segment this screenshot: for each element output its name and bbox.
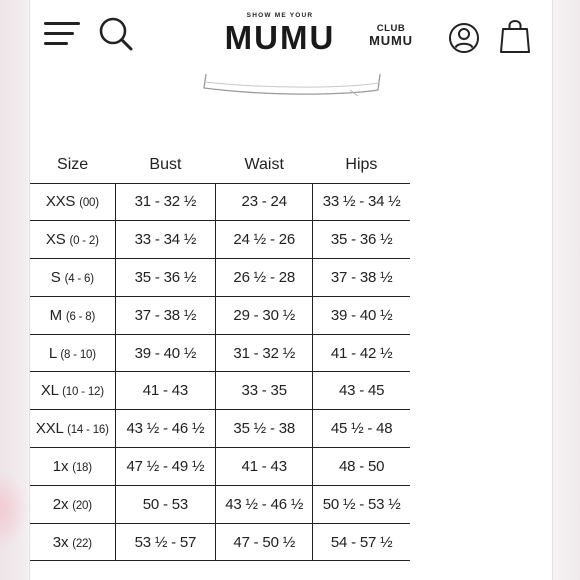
size-cell <box>30 296 115 334</box>
table-row <box>30 221 410 259</box>
background-blur <box>0 470 28 550</box>
size-label: L <box>48 344 57 362</box>
size-label: 1x <box>52 457 69 475</box>
size-cell <box>30 259 115 297</box>
waist-cell: 23 - 24 <box>216 183 313 221</box>
hips-cell: 43 - 45 <box>313 372 410 410</box>
size-cell <box>30 334 115 372</box>
size-chart-header-row <box>30 147 410 183</box>
size-cell <box>30 221 115 259</box>
size-numeric-range: (18) <box>72 461 92 474</box>
table-row <box>30 259 410 297</box>
hips-cell: 41 - 42 ½ <box>313 334 410 372</box>
size-label: XXL <box>35 420 64 438</box>
account-icon[interactable] <box>448 22 480 54</box>
table-row <box>30 410 410 448</box>
page <box>29 0 553 580</box>
bust-cell: 37 - 38 ½ <box>115 296 215 334</box>
bust-cell: 53 ½ - 57 <box>115 523 215 561</box>
size-numeric-range: (00) <box>79 197 99 210</box>
size-label: XL <box>40 382 59 400</box>
hips-cell: 39 - 40 ½ <box>313 296 410 334</box>
hips-cell: 35 - 36 ½ <box>313 221 410 259</box>
hips-cell: 33 ½ - 34 ½ <box>313 183 410 221</box>
menu-line <box>44 42 68 45</box>
hips-cell: 48 - 50 <box>313 448 410 486</box>
club-label-bottom: MUMU <box>369 33 413 48</box>
bust-cell: 47 ½ - 49 ½ <box>115 448 215 486</box>
bust-cell: 39 - 40 ½ <box>115 334 215 372</box>
size-label: 2x <box>52 495 69 513</box>
header-size: Size <box>57 155 89 173</box>
bust-cell: 33 - 34 ½ <box>115 221 215 259</box>
hips-cell: 54 - 57 ½ <box>313 523 410 561</box>
waist-cell: 26 ½ - 28 <box>216 259 313 297</box>
table-row <box>30 372 410 410</box>
size-label: XXS <box>45 193 76 211</box>
waist-cell: 31 - 32 ½ <box>216 334 313 372</box>
garment-illustration <box>200 74 390 100</box>
size-cell <box>30 372 115 410</box>
waist-cell: 47 - 50 ½ <box>216 523 313 561</box>
club-label-top: CLUB <box>376 23 406 34</box>
brand-logo[interactable] <box>210 12 350 55</box>
table-row <box>30 448 410 486</box>
menu-icon[interactable] <box>44 20 84 50</box>
menu-line <box>44 22 80 25</box>
size-label: S <box>50 268 61 286</box>
waist-cell: 29 - 30 ½ <box>216 296 313 334</box>
size-chart-table <box>30 147 410 561</box>
size-cell <box>30 485 115 523</box>
waist-cell: 43 ½ - 46 ½ <box>216 485 313 523</box>
waist-cell: 33 - 35 <box>216 372 313 410</box>
size-label: M <box>49 306 62 324</box>
table-row <box>30 523 410 561</box>
size-label: XS <box>45 231 66 249</box>
waist-cell: 35 ½ - 38 <box>216 410 313 448</box>
brand-tagline: SHOW ME YOUR <box>246 12 314 19</box>
header-waist: Waist <box>244 155 284 173</box>
size-numeric-range: (14 - 16) <box>67 424 109 437</box>
table-row <box>30 485 410 523</box>
bust-cell: 41 - 43 <box>115 372 215 410</box>
hips-cell: 45 ½ - 48 <box>313 410 410 448</box>
size-cell <box>30 448 115 486</box>
table-row <box>30 183 410 221</box>
size-numeric-range: (4 - 6) <box>64 272 94 285</box>
search-icon[interactable] <box>98 16 134 52</box>
table-row <box>30 334 410 372</box>
size-numeric-range: (0 - 2) <box>69 235 99 248</box>
size-cell <box>30 523 115 561</box>
header-hips: Hips <box>345 155 378 173</box>
size-numeric-range: (22) <box>72 537 92 550</box>
hips-cell: 37 - 38 ½ <box>313 259 410 297</box>
waist-cell: 24 ½ - 26 <box>216 221 313 259</box>
hips-cell: 50 ½ - 53 ½ <box>313 485 410 523</box>
menu-line <box>44 32 74 35</box>
site-header <box>30 0 554 72</box>
shopping-bag-icon[interactable] <box>500 18 530 54</box>
table-row <box>30 296 410 334</box>
header-bust: Bust <box>149 155 182 173</box>
bust-cell: 50 - 53 <box>115 485 215 523</box>
size-numeric-range: (6 - 8) <box>65 310 96 323</box>
waist-cell: 41 - 43 <box>216 448 313 486</box>
size-numeric-range: (20) <box>72 499 92 512</box>
size-numeric-range: (10 - 12) <box>62 386 104 399</box>
size-cell <box>30 183 115 221</box>
bust-cell: 43 ½ - 46 ½ <box>115 410 215 448</box>
size-cell <box>30 410 115 448</box>
bust-cell: 31 - 32 ½ <box>115 183 215 221</box>
bust-cell: 35 - 36 ½ <box>115 259 215 297</box>
club-mumu-link[interactable] <box>366 24 416 48</box>
size-label: 3x <box>52 533 69 551</box>
size-numeric-range: (8 - 10) <box>60 348 96 361</box>
brand-name: MUMU <box>224 19 336 56</box>
